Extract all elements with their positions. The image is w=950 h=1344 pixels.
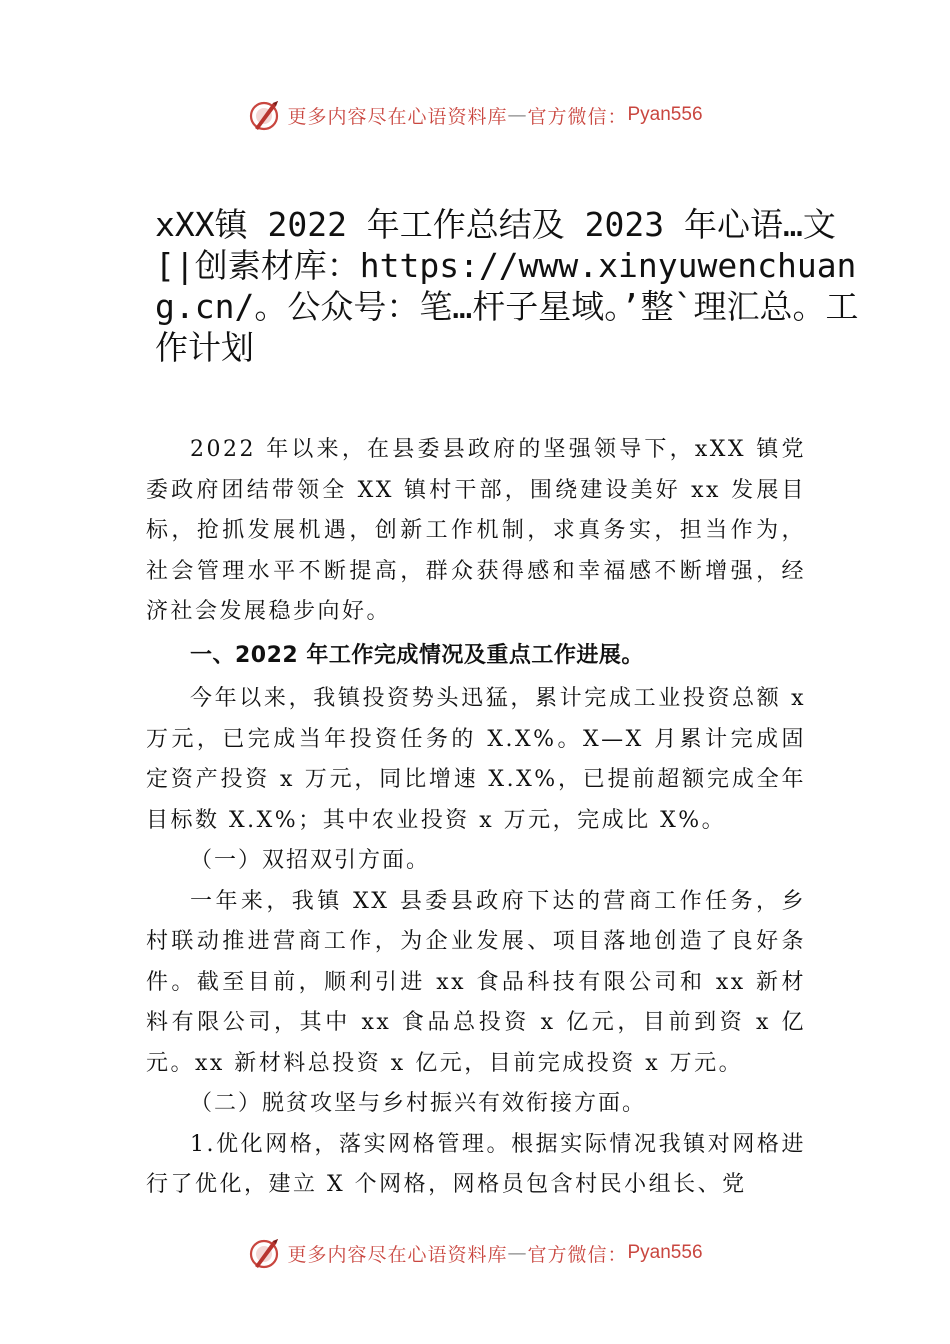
- header-banner: [0, 95, 950, 135]
- banner-text: 更多内容尽在心语资料库: [287, 1243, 508, 1266]
- document-title: xXX镇 2022 年工作总结及 2023 年心语…文[|创素材库：https://www.xinyuwenchuang.cn/。公众号：笔…杆子星域。’整`理汇总。工作计划: [155, 205, 859, 367]
- brush-logo-icon: [247, 1235, 283, 1271]
- section-heading: 一、2022 年工作完成情况及重点工作进展。: [190, 642, 644, 668]
- banner-separator: —: [507, 1242, 528, 1264]
- brush-logo-icon: [247, 97, 283, 133]
- banner-wechat-label: 官方微信：: [527, 1243, 628, 1266]
- footer-banner: [0, 1233, 950, 1273]
- subsection-heading: （二）脱贫攻坚与乡村振兴有效衔接方面。: [190, 1091, 647, 1116]
- body-paragraph: 一年来，我镇 XX 县委县政府下达的营商工作任务，乡村联动推进营商工作，为企业发展、项目落地创造了良好条件。截至目前，顺利引进 xx 食品科技有限公司和 xx 新材料有限公司，其中 xx 食品总投资 x 亿元，目前到资 x 亿元。xx 新材料总投资 x 亿元，目前完成投资 x 万元。: [146, 888, 806, 1076]
- body-paragraph: 2022 年以来，在县委县政府的坚强领导下，xXX 镇党委政府团结带领全 XX 镇村干部，围绕建设美好 xx 发展目标，抢抓发展机遇，创新工作机制，求真务实，担当作为，社会管理水平不断提高，群众获得感和幸福感不断增强，经济社会发展稳步向好。: [146, 437, 806, 624]
- body-paragraph: 今年以来，我镇投资势头迅猛，累计完成工业投资总额 x 万元，已完成当年投资任务的 X.X%。X—X 月累计完成固定资产投资 x 万元，同比增速 X.X%，已提前超额完成全年目标数 X.X%；其中农业投资 x 万元，完成比 X%。: [146, 686, 806, 833]
- banner-wechat-id: Pyan556: [627, 104, 703, 125]
- banner-text: 更多内容尽在心语资料库: [287, 105, 508, 128]
- banner-wechat-label: 官方微信：: [527, 105, 628, 128]
- document-body: [146, 430, 806, 1206]
- body-paragraph: 1.优化网格，落实网格管理。根据实际情况我镇对网格进行了优化，建立 X 个网格，网格员包含村民小组长、党: [146, 1131, 806, 1197]
- subsection-heading: （一）双招双引方面。: [190, 848, 431, 873]
- banner-separator: —: [507, 104, 528, 126]
- banner-wechat-id: Pyan556: [627, 1242, 703, 1263]
